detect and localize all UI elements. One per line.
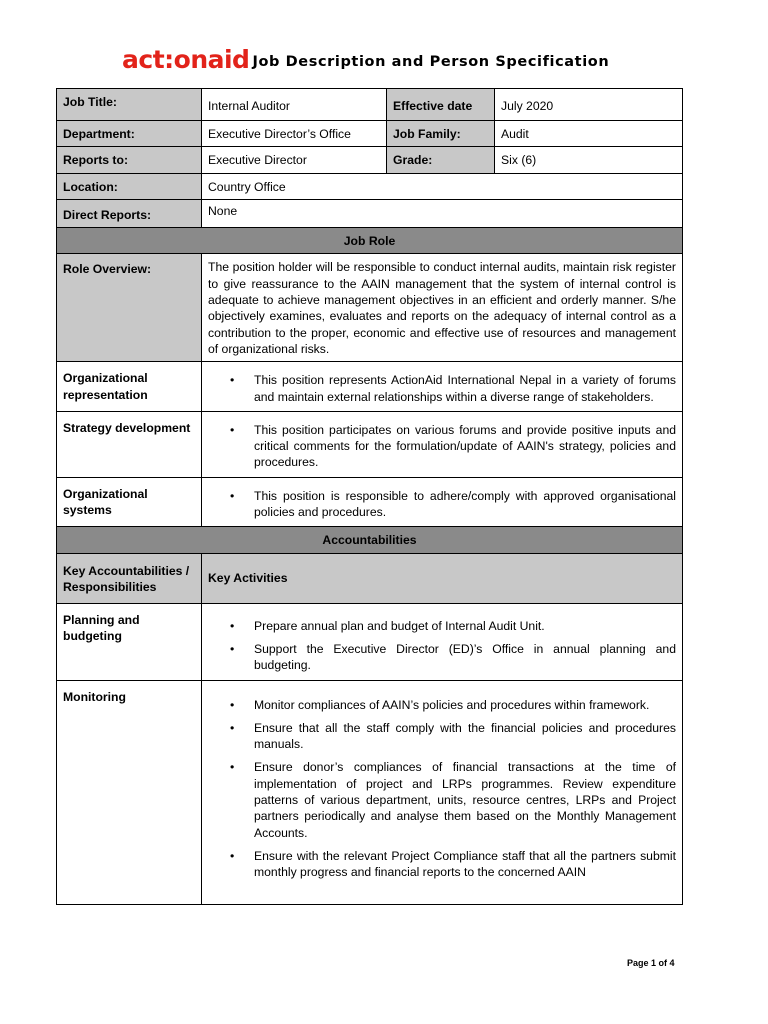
- table-row: [57, 228, 683, 254]
- table-row: [57, 527, 683, 553]
- role-overview-label: Role Overview:: [57, 254, 202, 362]
- job-role-heading: Job Role: [57, 228, 683, 254]
- key-accountabilities-header: Key Accountabilities / Responsibilities: [57, 553, 202, 603]
- direct-reports-label: Direct Reports:: [57, 199, 202, 227]
- location-label: Location:: [57, 173, 202, 199]
- table-row: [57, 411, 683, 477]
- job-title-label: Job Title:: [57, 89, 202, 121]
- table-row: [57, 121, 683, 147]
- job-family-label: Job Family:: [387, 121, 495, 147]
- actionaid-logo: act:onaid: [122, 45, 250, 74]
- bullet-list: [208, 488, 676, 521]
- effective-date-label: Effective date: [387, 89, 495, 121]
- list-item: • Support the Executive Director (ED)’s Office in annual planning and budgeting.: [254, 641, 676, 674]
- page-number: Page 1 of 4: [627, 958, 675, 968]
- list-item: • Ensure with the relevant Project Compliance staff that all the partners submit monthly progress and financial reports to the concerned AAIN: [254, 848, 676, 881]
- org-systems-label: Organizational systems: [57, 477, 202, 527]
- list-item: • Prepare annual plan and budget of Internal Audit Unit.: [254, 618, 676, 634]
- accountabilities-heading: Accountabilities: [57, 527, 683, 553]
- list-item: • Ensure donor’s compliances of financial transactions at the time of implementation of project and LRPs programmes. Review expenditure patterns of various department, units, resource centres, LRPs and Project partners periodically and analyse them based on the Monthly Management Accounts.: [254, 759, 676, 840]
- department-label: Department:: [57, 121, 202, 147]
- table-row: [57, 553, 683, 603]
- table-row: [57, 680, 683, 904]
- table-row: [57, 477, 683, 527]
- list-item: • Monitor compliances of AAIN’s policies and procedures within framework.: [254, 697, 676, 713]
- monitoring-label: Monitoring: [57, 680, 202, 904]
- job-title-value: Internal Auditor: [202, 89, 387, 121]
- table-row: [57, 199, 683, 227]
- planning-budgeting-label: Planning and budgeting: [57, 603, 202, 680]
- list-item: • This position is responsible to adhere/comply with approved organisational policies and procedures.: [254, 488, 676, 521]
- location-value: Country Office: [202, 173, 683, 199]
- document-title: Job Description and Person Specification: [252, 54, 610, 70]
- strategy-development-label: Strategy development: [57, 411, 202, 477]
- table-row: [57, 603, 683, 680]
- department-value: Executive Director’s Office: [202, 121, 387, 147]
- list-item: • Ensure that all the staff comply with the financial policies and procedures manuals.: [254, 720, 676, 753]
- table-row: [57, 362, 683, 412]
- org-representation-label: Organizational representation: [57, 362, 202, 412]
- job-family-value: Audit: [495, 121, 683, 147]
- role-overview-text: The position holder will be responsible to conduct internal audits, maintain risk register to give reassurance to the AAIN management that the system of internal control is adequate to achieve management objectives in an efficient and orderly manner. S/he objectively examines, evaluates and reports on the adequacy of internal control as a contribution to the proper, economic and effective use of resources and management of organizational risks.: [202, 254, 683, 362]
- list-item: • This position participates on various forums and provide positive inputs and critical comments for the formulation/update of AAIN's strategy, policies and procedures.: [254, 422, 676, 471]
- bullet-list: [208, 422, 676, 471]
- reports-to-value: Executive Director: [202, 147, 387, 173]
- direct-reports-value: None: [202, 199, 683, 227]
- bullet-list: [208, 618, 676, 674]
- list-item: • This position represents ActionAid International Nepal in a variety of forums and maintain external relationships within a diverse range of stakeholders.: [254, 372, 676, 405]
- grade-value: Six (6): [495, 147, 683, 173]
- key-activities-header: Key Activities: [202, 553, 683, 603]
- table-row: [57, 147, 683, 173]
- document-header: [122, 40, 609, 74]
- job-description-table: [56, 88, 683, 905]
- grade-label: Grade:: [387, 147, 495, 173]
- bullet-list: [208, 697, 676, 881]
- table-row: [57, 89, 683, 121]
- table-row: [57, 173, 683, 199]
- table-row: [57, 254, 683, 362]
- bullet-list: [208, 372, 676, 405]
- effective-date-value: July 2020: [495, 89, 683, 121]
- reports-to-label: Reports to:: [57, 147, 202, 173]
